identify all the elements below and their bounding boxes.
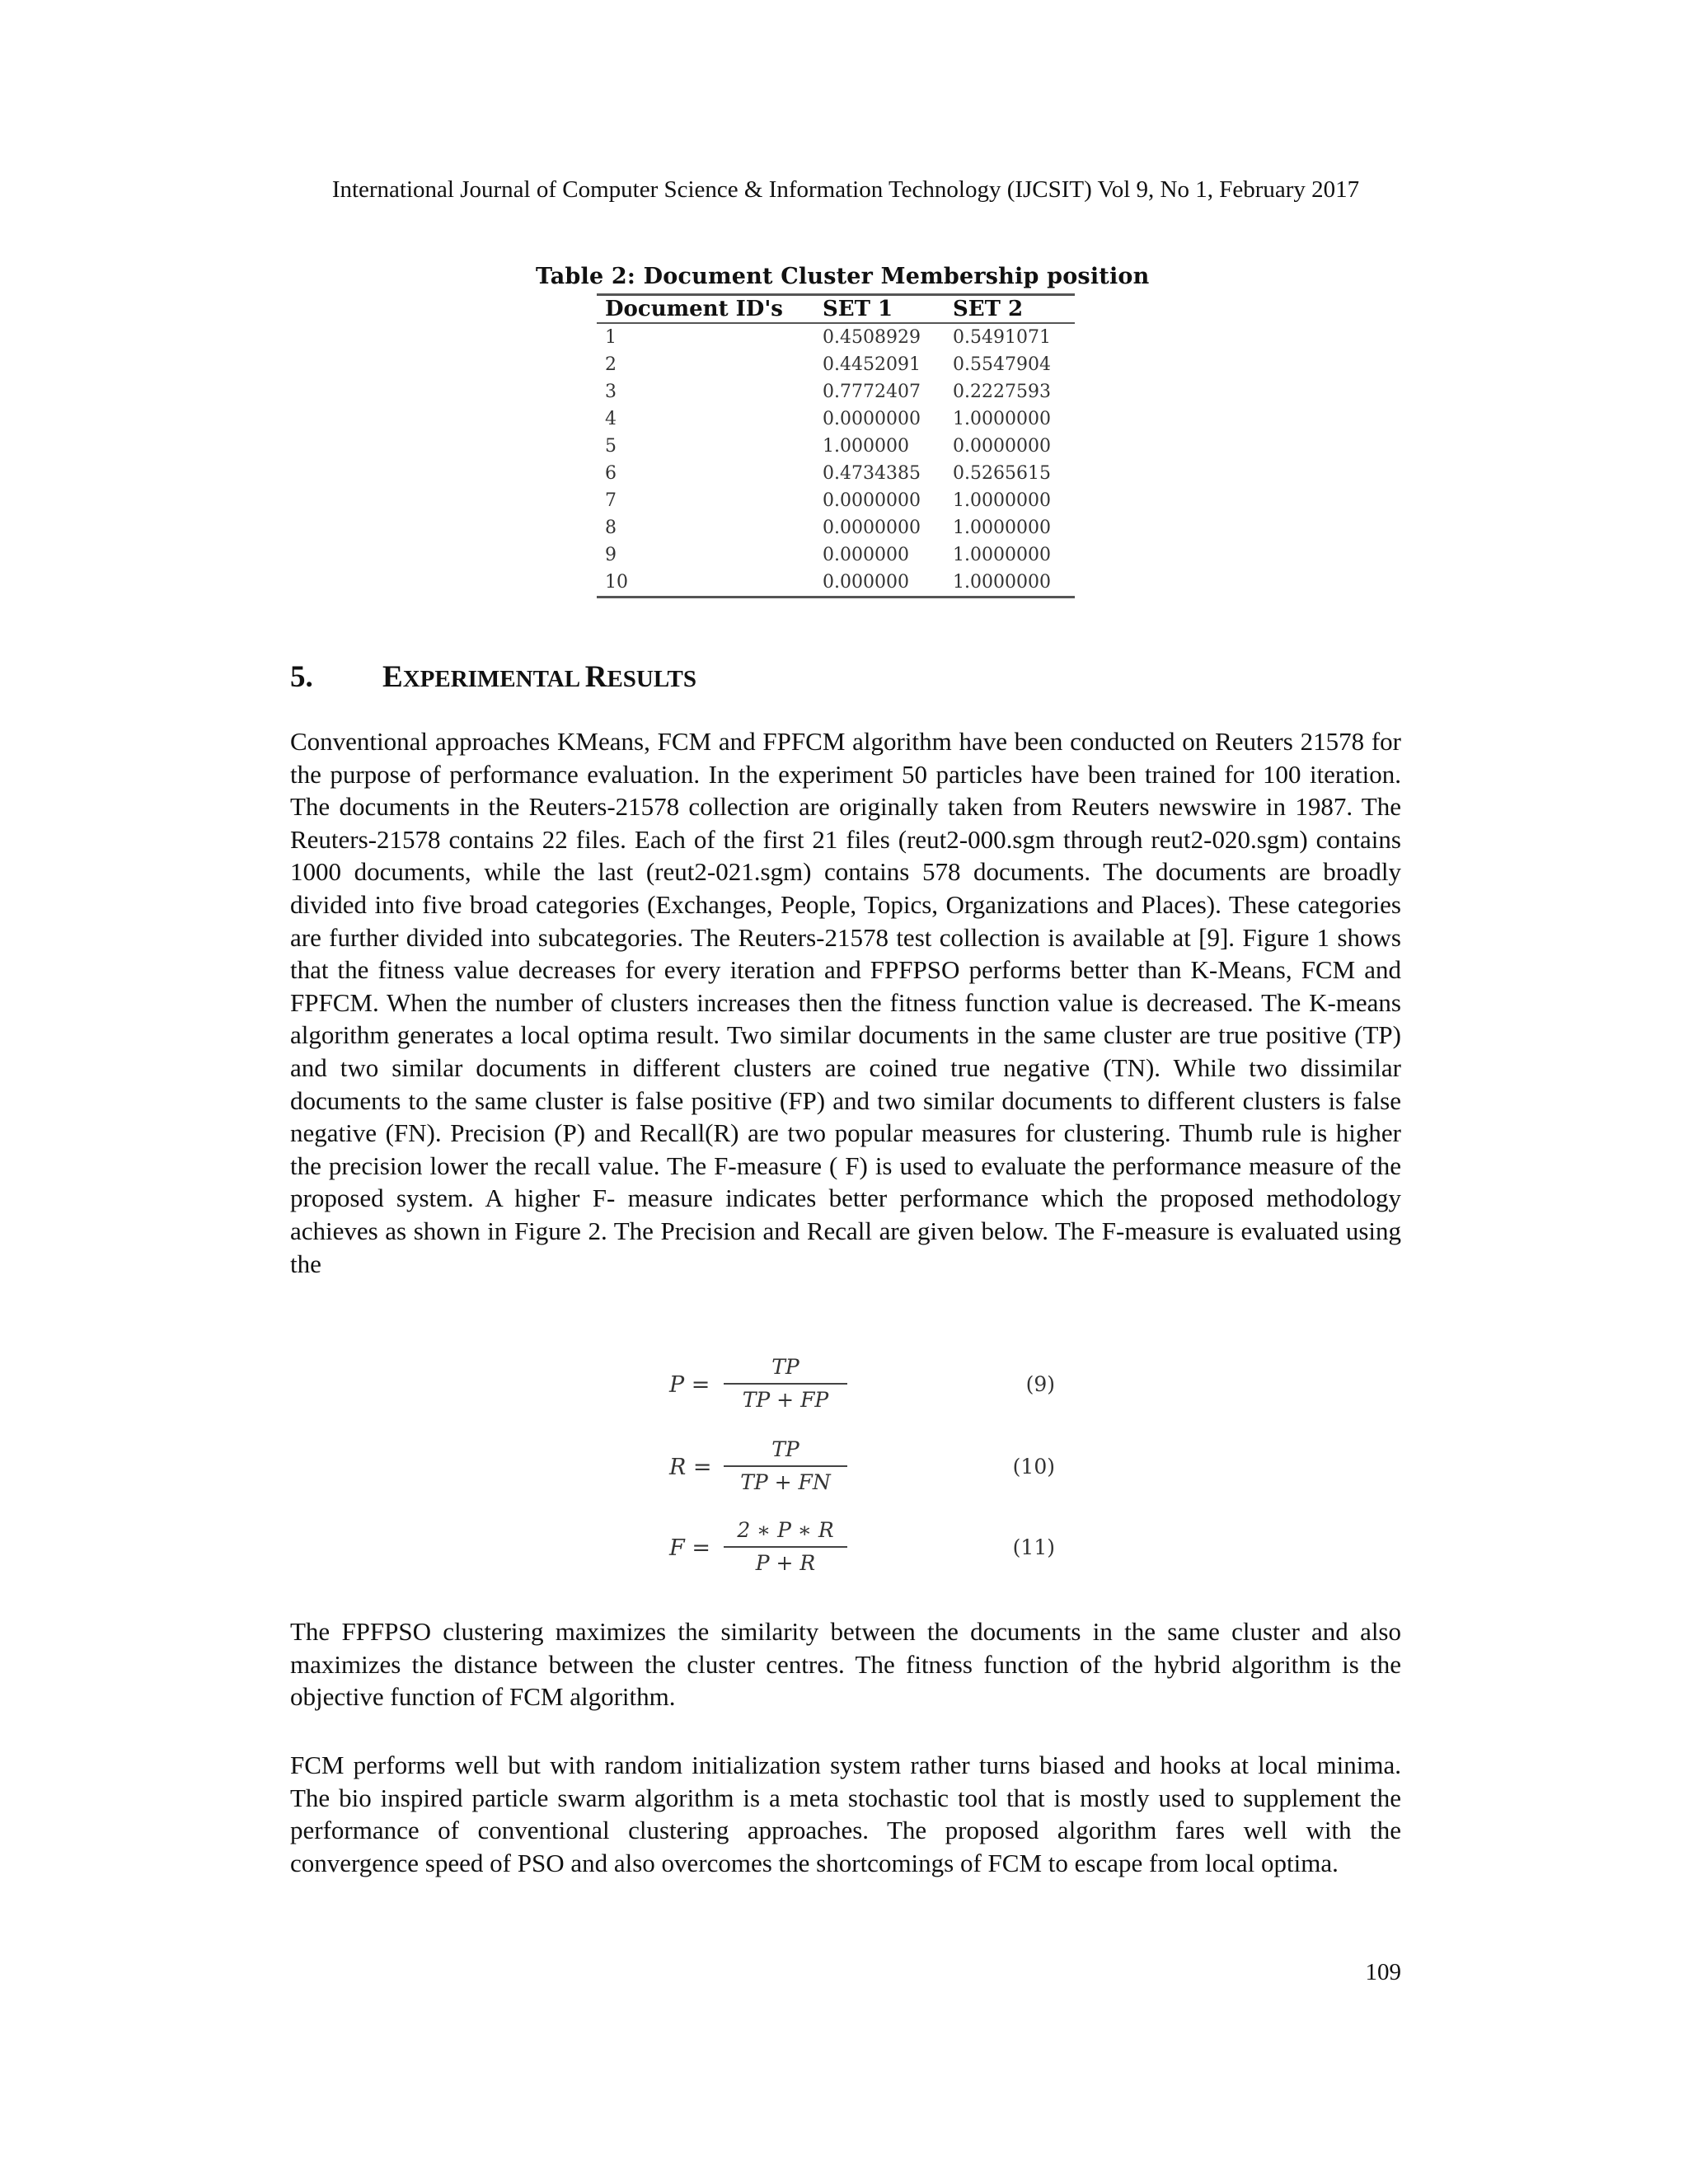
equation-precision xyxy=(669,1352,1065,1426)
cell-set-1: 0.000000 xyxy=(823,545,909,565)
table-row xyxy=(597,323,1075,351)
cell-document-id: 7 xyxy=(605,490,617,511)
cell-set-2: 1.0000000 xyxy=(953,518,1051,538)
cell-set-1: 0.0000000 xyxy=(823,490,921,511)
cell-document-id: 1 xyxy=(605,327,617,348)
equation-f-measure xyxy=(669,1515,1065,1589)
equation-numerator: TP xyxy=(724,1352,847,1385)
equation-lhs: R = xyxy=(669,1455,712,1480)
table-row xyxy=(597,487,1075,514)
table-row xyxy=(597,433,1075,460)
cell-document-id: 4 xyxy=(605,409,617,429)
equation-denominator: TP + FN xyxy=(740,1470,831,1494)
cell-set-1: 0.4508929 xyxy=(823,327,921,348)
cell-set-2: 0.5265615 xyxy=(953,463,1051,484)
column-header-document-id: Document ID's xyxy=(597,295,814,324)
body-paragraph: The FPFPSO clustering maximizes the similarity between the documents in the same cluster and also maximizes the distance between the cluster centres. The fitness function of the hybrid algorithm is the objective function of FCM algorithm. xyxy=(290,1617,1401,1712)
equation-fraction xyxy=(724,1434,847,1498)
table-row xyxy=(597,514,1075,541)
cell-set-2: 0.5547904 xyxy=(953,354,1051,375)
table-row xyxy=(597,378,1075,405)
running-header: International Journal of Computer Science & Information Technology (IJCSIT) Vol 9, No 1, February 2017 xyxy=(331,176,1360,203)
table-row xyxy=(597,569,1075,598)
cell-document-id: 5 xyxy=(605,436,617,457)
cell-set-2: 1.0000000 xyxy=(953,545,1051,565)
equation-denominator: P + R xyxy=(755,1551,816,1575)
cell-document-id: 8 xyxy=(605,518,617,538)
section-title-initial-1: E xyxy=(382,660,403,694)
body-paragraph: Conventional approaches KMeans, FCM and FPFCM algorithm have been conducted on Reuters 21578 for the purpose of performance evaluation. In the experiment 50 particles have been trained for 100 iteration. The documents in the Reuters-21578 collection are originally taken from Reuters newswire in 1987. The Reuters-21578 contains 22 files. Each of the first 21 files (reut2-000.sgm through reut2-020.sgm) contains 1000 documents, while the last (reut2-021.sgm) contains 578 documents. The documents are broadly divided into five broad categories (Exchanges, People, Topics, Organizations and Places). These categories are further divided into subcategories. The Reuters-21578 test collection is available at [9]. Figure 1 shows that the fitness value decreases for every iteration and FPFPSO performs better than K-Means, FCM and FPFCM. When the number of clusters increases then the fitness function value is decreased. The K-means algorithm generates a local optima result. Two similar documents in the same cluster are true positive (TP) and two similar documents in different clusters are coined true negative (TN). While two dissimilar documents to the same cluster is false positive (FP) and two similar documents to different clusters is false negative (FN). Precision (P) and Recall(R) are two popular measures for clustering. Thumb rule is higher the precision lower the recall value. The F-measure ( F) is used to evaluate the performance measure of the proposed system. A higher F- measure indicates better performance which the proposed methodology achieves as shown in Figure 2. The Precision and Recall are given below. The F-measure is evaluated using the xyxy=(290,727,1401,1278)
cluster-membership-table xyxy=(597,293,1075,598)
equation-denominator: TP + FP xyxy=(742,1388,829,1412)
equation-lhs: F = xyxy=(669,1535,710,1561)
page-number: 109 xyxy=(1365,1959,1401,1985)
section-title-rest-1: XPERIMENTAL xyxy=(402,666,585,692)
cell-set-1: 0.000000 xyxy=(814,569,945,598)
cell-set-1: 0.4734385 xyxy=(823,463,921,484)
cell-document-id: 10 xyxy=(597,569,814,598)
section-title-rest-2: ESULTS xyxy=(607,666,697,692)
table-row xyxy=(597,351,1075,378)
cell-set-1: 0.0000000 xyxy=(823,409,921,429)
equation-numerator: TP xyxy=(724,1434,847,1467)
table-row xyxy=(597,541,1075,569)
column-header-set-2: SET 2 xyxy=(945,295,1075,324)
cell-document-id: 9 xyxy=(605,545,617,565)
section-heading xyxy=(290,659,696,697)
cell-set-2: 1.0000000 xyxy=(953,409,1051,429)
section-number: 5. xyxy=(290,660,313,694)
equation-lhs: P = xyxy=(669,1372,710,1398)
section-title-initial-2: R xyxy=(584,660,607,694)
table-caption: Table 2: Document Cluster Membership position xyxy=(536,264,1150,289)
column-header-set-1: SET 1 xyxy=(814,295,945,324)
cell-set-1: 0.7772407 xyxy=(823,382,921,402)
table-2 xyxy=(536,262,1149,598)
cell-document-id: 3 xyxy=(605,382,617,402)
equation-fraction xyxy=(724,1515,847,1579)
cell-set-1: 1.000000 xyxy=(823,436,909,457)
table-row xyxy=(597,405,1075,433)
cell-set-2: 0.2227593 xyxy=(953,382,1051,402)
cell-set-1: 0.4452091 xyxy=(823,354,921,375)
cell-document-id: 6 xyxy=(605,463,617,484)
cell-set-2: 0.5491071 xyxy=(953,327,1051,348)
equation-recall xyxy=(669,1434,1065,1508)
cell-set-1: 0.0000000 xyxy=(823,518,921,538)
equation-fraction xyxy=(724,1352,847,1416)
table-header-row xyxy=(597,295,1075,324)
body-paragraph: FCM performs well but with random initialization system rather turns biased and hooks at local minima. The bio inspired particle swarm algorithm is a meta stochastic tool that is mostly used to supplement the performance of conventional clustering approaches. The proposed algorithm fares well with the convergence speed of PSO and also overcomes the shortcomings of FCM to escape from local optima. xyxy=(290,1750,1401,1877)
cell-set-2: 1.0000000 xyxy=(945,569,1075,598)
cell-document-id: 2 xyxy=(605,354,617,375)
table-row xyxy=(597,460,1075,487)
equation-number: (9) xyxy=(1025,1372,1055,1396)
equation-number: (11) xyxy=(1012,1535,1055,1559)
cell-set-2: 1.0000000 xyxy=(953,490,1051,511)
equation-number: (10) xyxy=(1012,1455,1055,1479)
cell-set-2: 0.0000000 xyxy=(953,436,1051,457)
equation-numerator: 2 ∗ P ∗ R xyxy=(724,1515,847,1548)
